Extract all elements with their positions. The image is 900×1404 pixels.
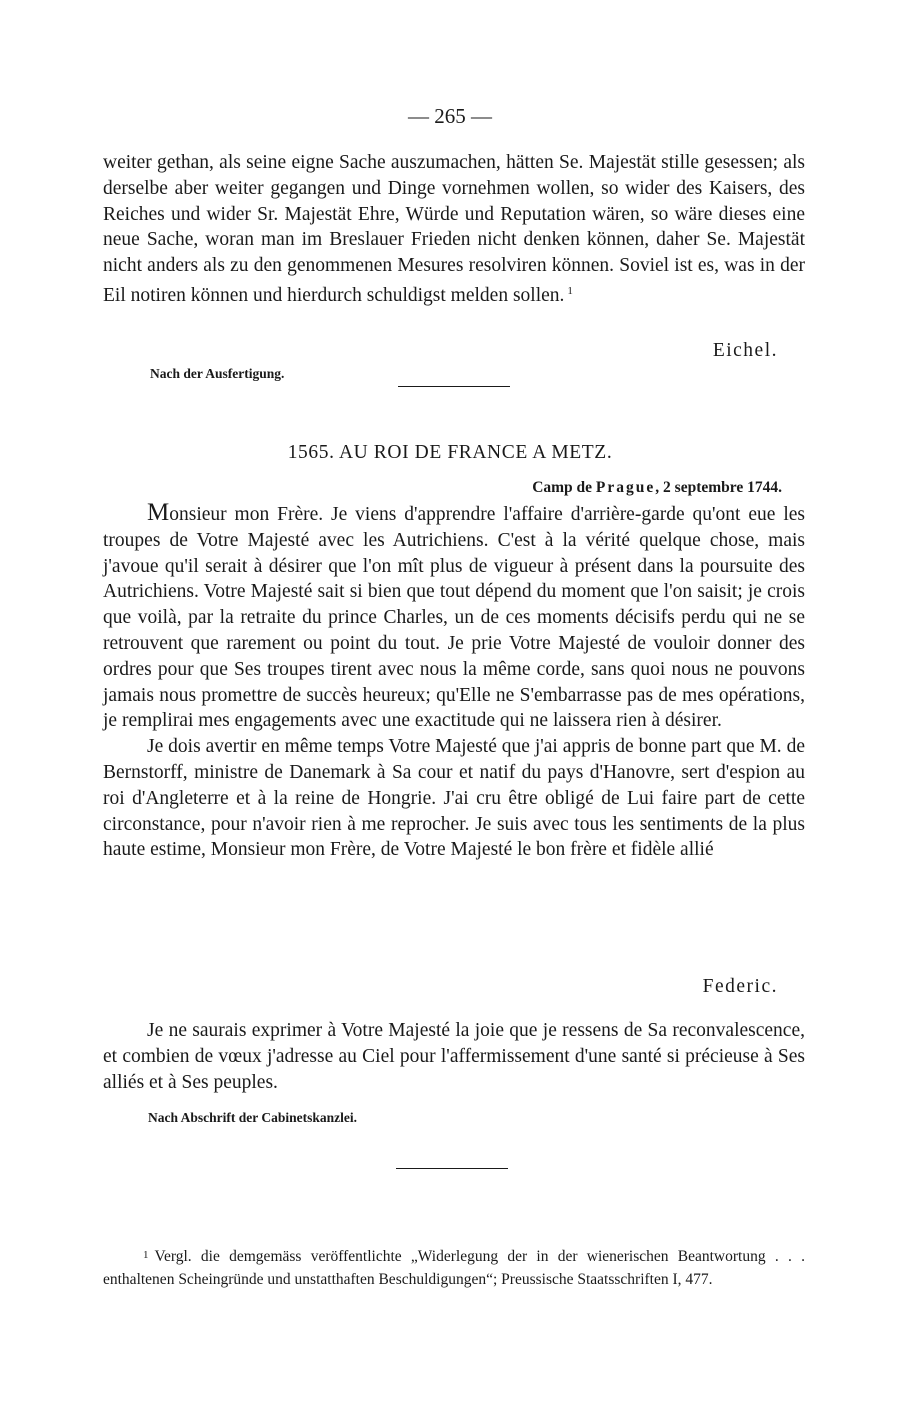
source-note-1: Nach der Ausfertigung.	[150, 366, 285, 381]
letter-2-paragraph-2: Je dois avertir en même temps Votre Majesté que j'ai appris de bonne part que M. de Bernstorff, ministre de Danemark à Sa cour et natif du pays d'Hanovre, sert d'espion au roi d'Angleterre et à la reine de Hongrie. J'ai cru être obligé de Lui faire part de cette circonstance, pour n'avoir rien à me reprocher. Je suis avec tous les sentiments de la plus haute estime, Monsieur mon Frère, de Votre Majesté le bon frère et fidèle allié	[103, 736, 805, 861]
place-and-date: Camp de Prague, 2 septembre 1744.	[532, 479, 782, 496]
letter-2-paragraph-1: Monsieur mon Frère. Je viens d'apprendre l'affaire d'arrière-garde qu'ont eue les troupes de Votre Majesté avec les Autrichiens. C'est à la vérité quelque chose, mais j'avoue qu'il serait à désirer que l'on mît plus de vigueur à présent dans la poursuite des Autrichiens. Votre Majesté sait si bien que tout dépend du moment que l'on saisit; je crois que voilà, par la retraite du prince Charles, un de ces moments décisifs perdu qui ne se retrouvent que rarement ou point du tout. Je prie Votre Majesté de vouloir donner des ordres pour que Ses troupes tirent avec nous la même corde, sans quoi nous ne pouvons jamais nous promettre de succès heureux; qu'Elle ne S'embarrasse pas de mes opérations, je remplirai mes engagements avec une exactitude qui ne laissera rien à désirer.	[103, 499, 805, 732]
postscript-paragraph: Je ne saurais exprimer à Votre Majesté la joie que je ressens de Sa reconvalescence, et combien de vœux j'adresse au Ciel pour l'affermissement d'une santé si précieuse à Ses alliés et à Ses peuples.	[103, 1020, 805, 1093]
section-divider	[398, 386, 510, 387]
page-number: — 265 —	[408, 104, 492, 128]
letter-1-paragraph: weiter gethan, als seine eigne Sache auszumachen, hätten Se. Majestät stille gesessen; als derselbe aber weiter gegangen und Dinge vornehmen wollen, so wider des Kaisers, des Reiches und wider Sr. Majestät Ehre, Würde und Reputation wären, so wäre dieses eine neue Sache, woran man im Breslauer Frieden nicht denken können, daher Se. Majestät nicht anders als zu den genommenen Mesures resolviren können. Soviel ist es, was in der Eil notiren können und hierdurch schuldigst melden sollen. $^1$	[103, 152, 805, 306]
footnote-number: 1	[143, 1249, 149, 1261]
footnote-mark: 1	[567, 284, 573, 297]
signature-eichel: Eichel.	[712, 340, 778, 361]
letter-1-body	[103, 150, 805, 309]
place-name: Prague	[595, 479, 656, 496]
footnote	[103, 1244, 805, 1291]
source-note-2: Nach Abschrift der Cabinetskanzlei.	[148, 1110, 358, 1125]
footnote-text: 1 Vergl. die demgemäss veröffentlichte „Widerlegung der in der wienerischen Beantwortung . . . enthaltenen Scheingründe und unstatthaften Beschuldigungen“; Preussische Staatsschriften I, 477.	[103, 1248, 805, 1288]
footnote-divider	[396, 1168, 508, 1169]
signature-federic: Federic.	[702, 976, 778, 997]
letter-heading: 1565. AU ROI DE FRANCE A METZ.	[287, 442, 613, 463]
postscript	[103, 1018, 805, 1095]
letter-2-body	[103, 500, 805, 863]
salutation-initial: M	[147, 499, 170, 526]
